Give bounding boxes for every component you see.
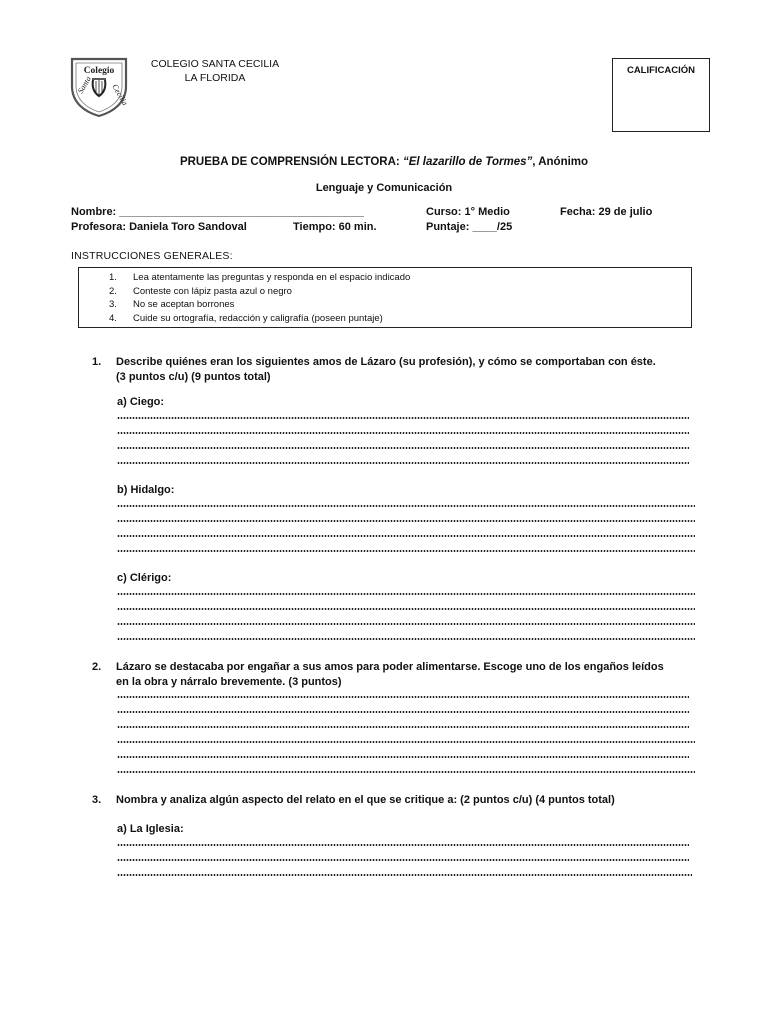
course-label: Curso: 1° Medio xyxy=(426,206,510,218)
time-label: Tiempo: 60 min. xyxy=(293,221,377,233)
svg-text:Santa: Santa xyxy=(75,74,93,95)
instruction-item: 4. Cuide su ortografía, redacción y caligrafía (poseen puntaje) xyxy=(109,312,383,324)
question-text: Nombra y analiza algún aspecto del relato en el que se critique a: (2 puntos c/u) (4 puntos total) xyxy=(116,794,615,806)
answer-line[interactable] xyxy=(117,593,695,595)
svg-text:Cecilia: Cecilia xyxy=(110,82,130,108)
teacher-label: Profesora: Daniela Toro Sandoval xyxy=(71,221,247,233)
answer-line[interactable] xyxy=(117,417,689,419)
answer-line[interactable] xyxy=(117,535,695,537)
question-number: 1. xyxy=(92,356,102,368)
answer-line[interactable] xyxy=(117,520,695,522)
question-2 xyxy=(92,660,664,690)
answer-line[interactable] xyxy=(117,874,692,876)
answer-line[interactable] xyxy=(117,623,695,625)
answer-line[interactable] xyxy=(117,505,695,507)
sub-question-clerigo: c) Clérigo: xyxy=(117,572,172,584)
answer-line[interactable] xyxy=(117,844,689,846)
school-header xyxy=(130,57,300,85)
instruction-item: 1. Lea atentamente las preguntas y responda en el espacio indicado xyxy=(109,272,411,283)
title-work: “El lazarillo de Tormes” xyxy=(402,156,533,168)
school-name: COLEGIO SANTA CECILIA xyxy=(150,58,280,70)
grade-label: CALIFICACIÓN xyxy=(626,65,696,76)
instructions-title: INSTRUCCIONES GENERALES: xyxy=(71,250,233,262)
answer-line[interactable] xyxy=(117,550,695,552)
name-field[interactable]: Nombre: ________________________________________ xyxy=(71,206,364,218)
svg-text:Colegio: Colegio xyxy=(83,66,115,76)
question-text: Describe quiénes eran los siguientes amos de Lázaro (su profesión), y cómo se comportaban con éste. xyxy=(116,356,656,368)
instructions-box xyxy=(78,267,692,328)
sub-question-ciego: a) Ciego: xyxy=(117,396,165,408)
answer-line[interactable] xyxy=(117,756,689,758)
question-number: 2. xyxy=(92,661,102,673)
sub-question-iglesia: a) La Iglesia: xyxy=(117,823,184,835)
score-field[interactable]: Puntaje: ____/25 xyxy=(426,221,513,233)
instruction-item: 2. Conteste con lápiz pasta azul o negro xyxy=(109,285,292,297)
question-3 xyxy=(92,793,615,808)
title-suffix: , Anónimo xyxy=(532,156,589,168)
answer-line[interactable] xyxy=(117,711,689,713)
answer-line[interactable] xyxy=(117,859,689,861)
answer-line[interactable] xyxy=(117,608,695,610)
answer-line[interactable] xyxy=(117,432,689,434)
answer-line[interactable] xyxy=(117,462,689,464)
grade-box[interactable] xyxy=(612,58,710,132)
page-title xyxy=(0,156,768,168)
answer-line[interactable] xyxy=(117,726,689,728)
answer-line[interactable] xyxy=(117,771,695,773)
answer-line[interactable] xyxy=(117,741,695,743)
question-points: (3 puntos c/u) (9 puntos total) xyxy=(116,371,271,383)
school-location: LA FLORIDA xyxy=(184,72,246,84)
question-text-cont: en la obra y nárralo brevemente. (3 puntos) xyxy=(116,676,342,688)
answer-line[interactable] xyxy=(117,447,689,449)
school-logo xyxy=(68,56,130,118)
answer-line[interactable] xyxy=(117,696,689,698)
answer-line[interactable] xyxy=(117,638,695,640)
question-number: 3. xyxy=(92,794,102,806)
sub-question-hidalgo: b) Hidalgo: xyxy=(117,484,175,496)
subject-title: Lenguaje y Comunicación xyxy=(315,182,453,194)
instruction-item: 3. No se aceptan borrones xyxy=(109,299,235,310)
title-prefix: PRUEBA DE COMPRENSIÓN LECTORA: xyxy=(179,156,403,168)
question-1 xyxy=(92,355,656,385)
date-label: Fecha: 29 de julio xyxy=(560,206,653,218)
question-text: Lázaro se destacaba por engañar a sus amos para poder alimentarse. Escoge uno de los engaños leídos xyxy=(116,661,664,673)
